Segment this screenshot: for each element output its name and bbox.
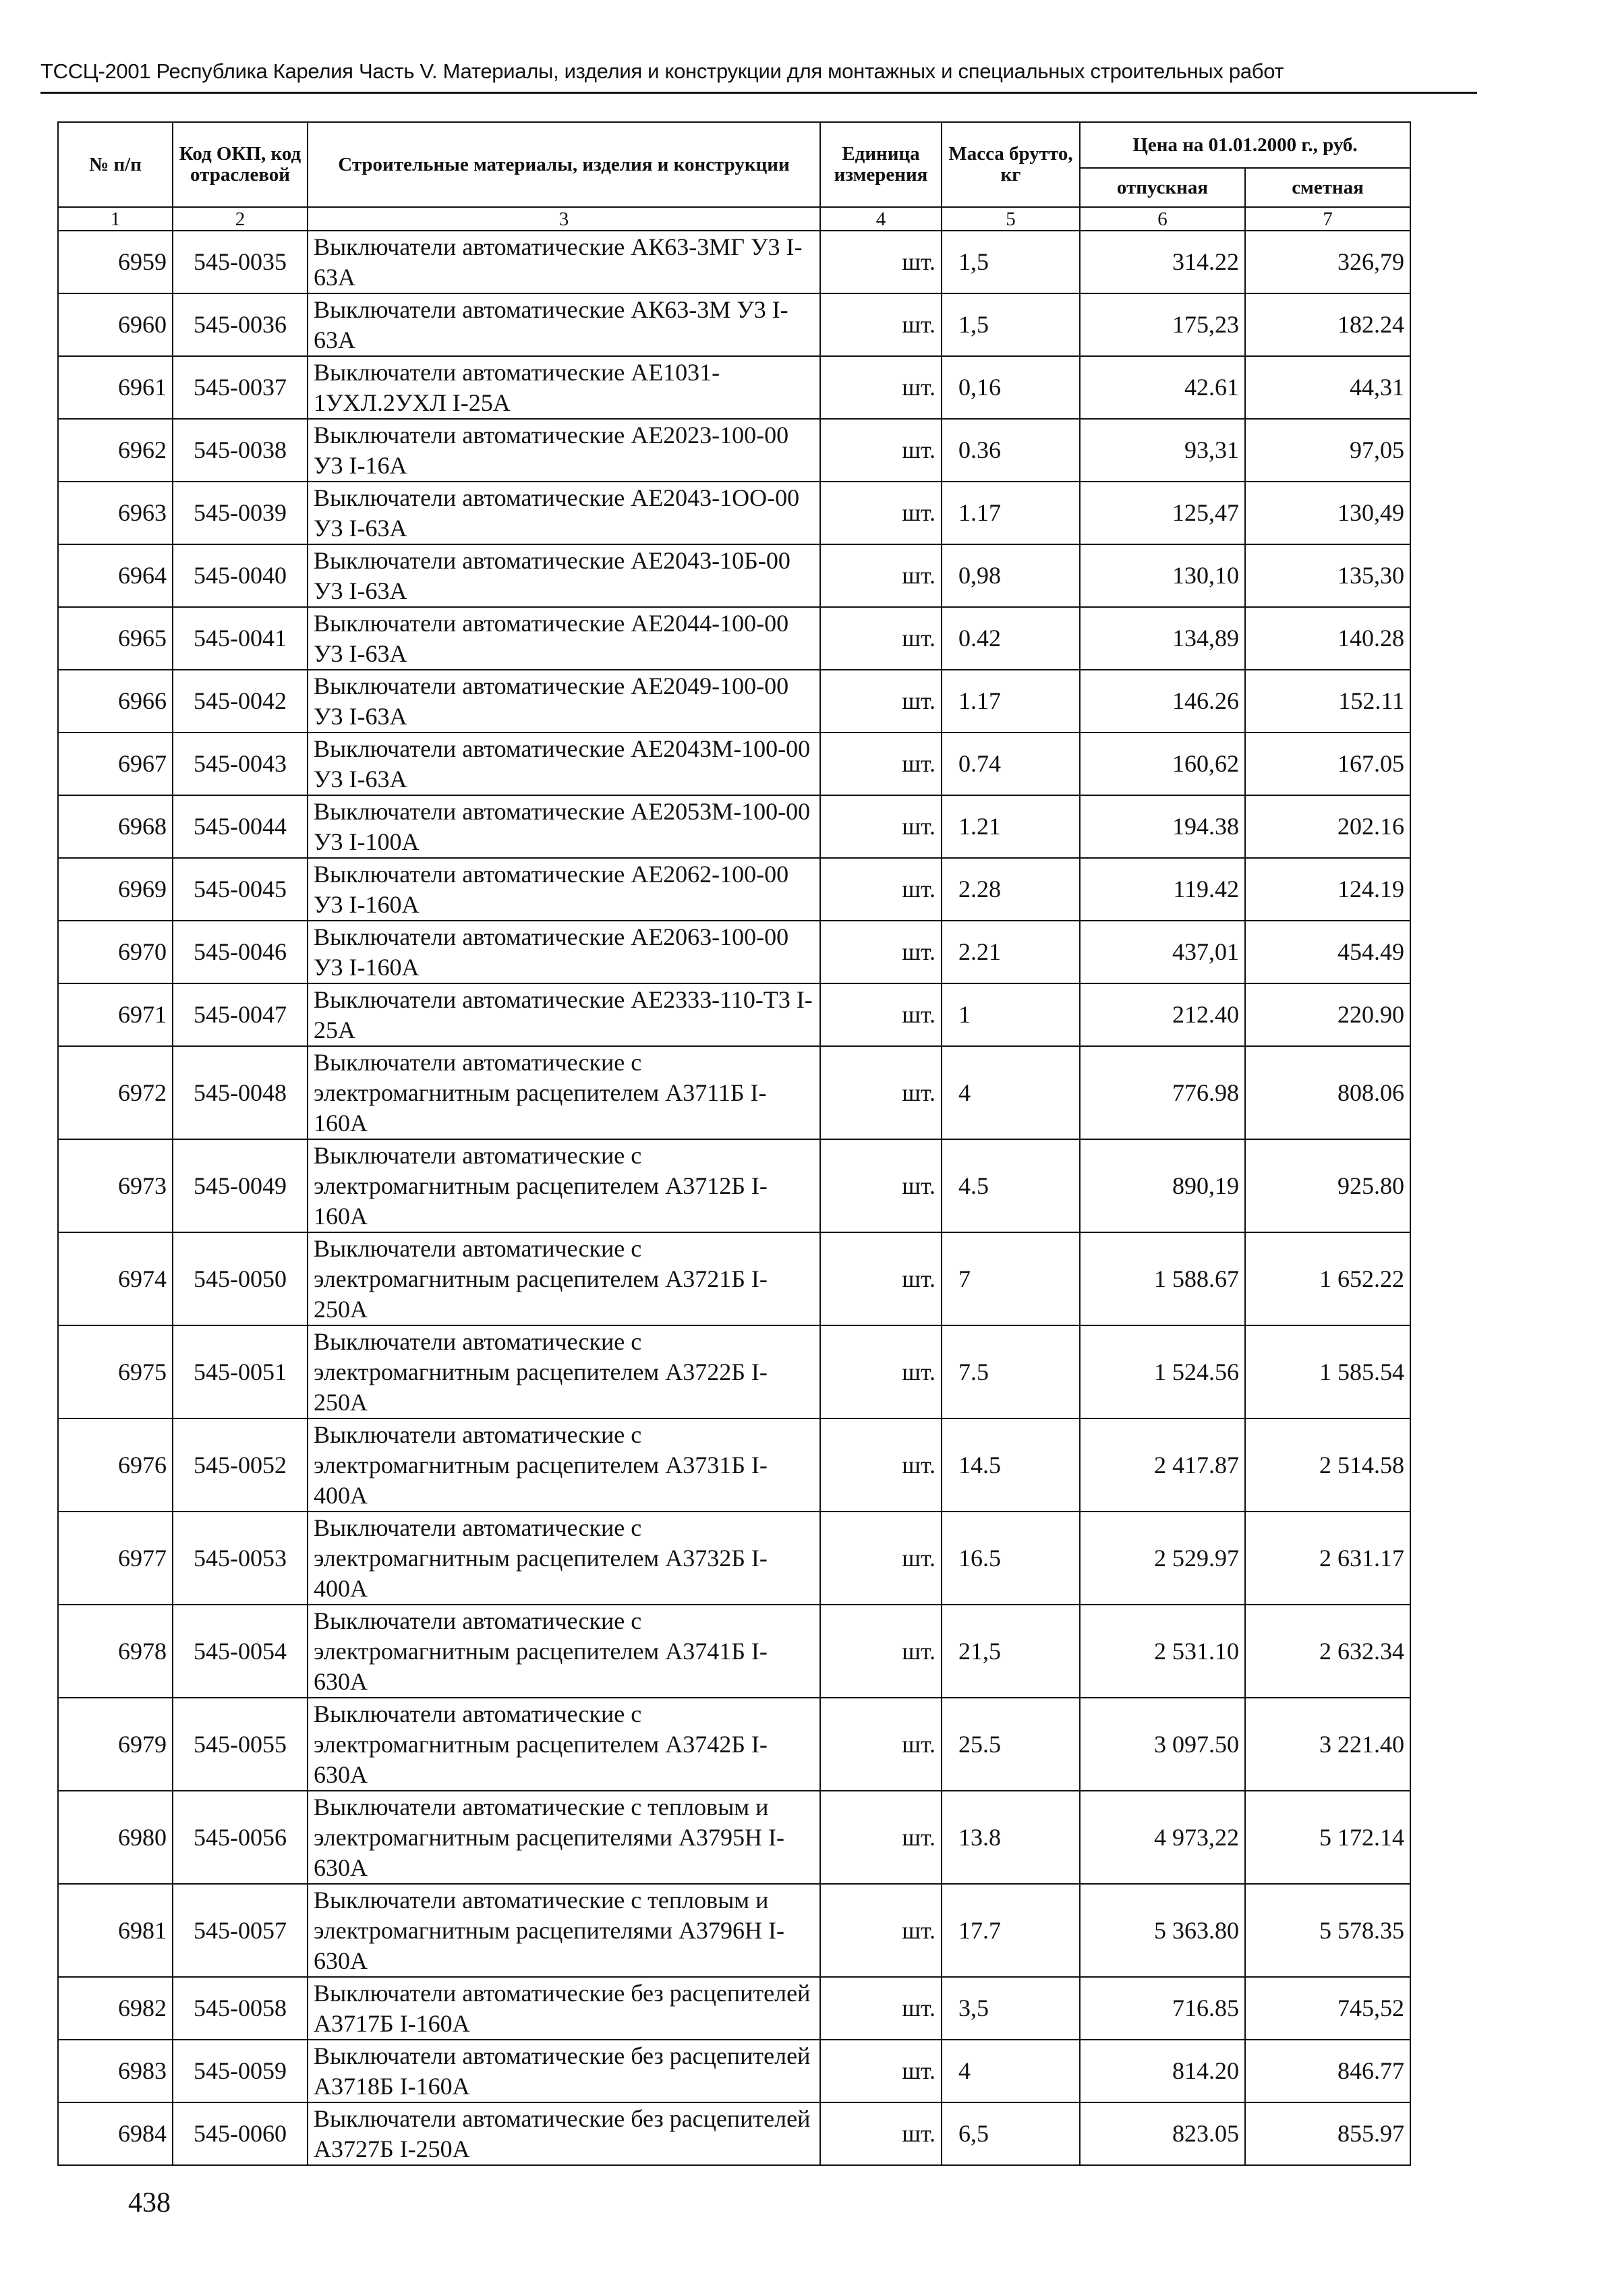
- table-row: [58, 733, 1410, 795]
- row-price-estimate: 5 578.35: [1245, 1884, 1410, 1977]
- col-header-code: Код ОКП, код отраслевой: [173, 122, 308, 207]
- row-price-estimate: 167.05: [1245, 733, 1410, 795]
- row-price-estimate: 44,31: [1245, 356, 1410, 419]
- row-code: 545-0037: [173, 356, 308, 419]
- row-name: Выключатели автоматические без расцепителей А3718Б I-160А: [308, 2040, 820, 2102]
- row-code: 545-0048: [173, 1046, 308, 1139]
- row-price-release: 1 588.67: [1080, 1232, 1245, 1325]
- row-mass: 0,98: [942, 544, 1080, 607]
- row-unit: шт.: [820, 670, 942, 733]
- table-body: [58, 207, 1410, 2165]
- table-row: [58, 356, 1410, 419]
- row-code: 545-0040: [173, 544, 308, 607]
- row-price-estimate: 124.19: [1245, 858, 1410, 921]
- row-mass: 7.5: [942, 1325, 1080, 1418]
- row-mass: 1: [942, 983, 1080, 1046]
- row-name: Выключатели автоматические с электромагнитным расцепителем А3721Б I-250А: [308, 1232, 820, 1325]
- row-number: 6984: [58, 2102, 173, 2165]
- table-row: [58, 482, 1410, 544]
- row-price-release: 125,47: [1080, 482, 1245, 544]
- row-mass: 25.5: [942, 1698, 1080, 1791]
- row-price-release: 716.85: [1080, 1977, 1245, 2040]
- row-code: 545-0054: [173, 1605, 308, 1698]
- row-name: Выключатели автоматические АЕ2049-100-00 У3 I-63А: [308, 670, 820, 733]
- column-number-row: [58, 207, 1410, 231]
- row-code: 545-0044: [173, 795, 308, 858]
- row-code: 545-0052: [173, 1418, 308, 1512]
- row-name: Выключатели автоматические АК63-3МГ У3 I-63А: [308, 231, 820, 293]
- row-name: Выключатели автоматические с электромагнитным расцепителем А3742Б I-630А: [308, 1698, 820, 1791]
- row-mass: 3,5: [942, 1977, 1080, 2040]
- row-mass: 2.21: [942, 921, 1080, 983]
- row-price-estimate: 3 221.40: [1245, 1698, 1410, 1791]
- row-unit: шт.: [820, 1884, 942, 1977]
- row-price-release: 2 531.10: [1080, 1605, 1245, 1698]
- row-unit: шт.: [820, 482, 942, 544]
- row-mass: 6,5: [942, 2102, 1080, 2165]
- row-unit: шт.: [820, 1512, 942, 1605]
- row-unit: шт.: [820, 795, 942, 858]
- row-number: 6967: [58, 733, 173, 795]
- row-unit: шт.: [820, 921, 942, 983]
- price-table: [57, 121, 1411, 2166]
- row-mass: 1.17: [942, 670, 1080, 733]
- table-row: [58, 670, 1410, 733]
- row-price-estimate: 182.24: [1245, 293, 1410, 356]
- row-number: 6960: [58, 293, 173, 356]
- row-price-release: 194.38: [1080, 795, 1245, 858]
- row-price-release: 175,23: [1080, 293, 1245, 356]
- row-mass: 14.5: [942, 1418, 1080, 1512]
- column-number: 3: [308, 207, 820, 231]
- row-name: Выключатели автоматические АЕ2043М-100-00 У3 I-63А: [308, 733, 820, 795]
- row-name: Выключатели автоматические без расцепителей А3727Б I-250А: [308, 2102, 820, 2165]
- row-price-estimate: 140.28: [1245, 607, 1410, 670]
- row-number: 6969: [58, 858, 173, 921]
- table-row: [58, 293, 1410, 356]
- col-header-price-group: Цена на 01.01.2000 г., руб.: [1080, 122, 1410, 168]
- row-code: 545-0050: [173, 1232, 308, 1325]
- row-price-estimate: 808.06: [1245, 1046, 1410, 1139]
- table-row: [58, 921, 1410, 983]
- row-price-release: 160,62: [1080, 733, 1245, 795]
- row-code: 545-0055: [173, 1698, 308, 1791]
- table-row: [58, 607, 1410, 670]
- col-header-name: Строительные материалы, изделия и конструкции: [308, 122, 820, 207]
- page-header: ТССЦ-2001 Республика Карелия Часть V. Материалы, изделия и конструкции для монтажных и специальных строительных работ: [40, 59, 1284, 83]
- row-code: 545-0049: [173, 1139, 308, 1232]
- col-header-unit: Единица измерения: [820, 122, 942, 207]
- row-unit: шт.: [820, 1139, 942, 1232]
- row-unit: шт.: [820, 1046, 942, 1139]
- row-mass: 16.5: [942, 1512, 1080, 1605]
- row-number: 6966: [58, 670, 173, 733]
- row-price-estimate: 5 172.14: [1245, 1791, 1410, 1884]
- row-unit: шт.: [820, 293, 942, 356]
- row-price-release: 890,19: [1080, 1139, 1245, 1232]
- row-mass: 4: [942, 2040, 1080, 2102]
- row-price-estimate: 135,30: [1245, 544, 1410, 607]
- row-price-release: 437,01: [1080, 921, 1245, 983]
- row-number: 6978: [58, 1605, 173, 1698]
- table-row: [58, 1791, 1410, 1884]
- column-number: 6: [1080, 207, 1245, 231]
- row-unit: шт.: [820, 858, 942, 921]
- row-name: Выключатели автоматические с электромагнитным расцепителем А3712Б I-160А: [308, 1139, 820, 1232]
- row-price-release: 814.20: [1080, 2040, 1245, 2102]
- row-unit: шт.: [820, 2040, 942, 2102]
- table-row: [58, 1698, 1410, 1791]
- table-row: [58, 795, 1410, 858]
- column-number: 4: [820, 207, 942, 231]
- row-code: 545-0046: [173, 921, 308, 983]
- row-mass: 1.21: [942, 795, 1080, 858]
- row-name: Выключатели автоматические с электромагнитным расцепителем А3732Б I-400А: [308, 1512, 820, 1605]
- row-name: Выключатели автоматические с электромагнитным расцепителем А3711Б I-160А: [308, 1046, 820, 1139]
- row-unit: шт.: [820, 733, 942, 795]
- row-price-release: 5 363.80: [1080, 1884, 1245, 1977]
- row-unit: шт.: [820, 607, 942, 670]
- column-number: 1: [58, 207, 173, 231]
- row-number: 6975: [58, 1325, 173, 1418]
- row-price-estimate: 1 585.54: [1245, 1325, 1410, 1418]
- row-name: Выключатели автоматические с тепловым и электромагнитным расцепителями А3795Н I-630А: [308, 1791, 820, 1884]
- header-rule: [40, 92, 1477, 94]
- row-unit: шт.: [820, 231, 942, 293]
- row-price-release: 2 529.97: [1080, 1512, 1245, 1605]
- row-number: 6982: [58, 1977, 173, 2040]
- row-mass: 13.8: [942, 1791, 1080, 1884]
- row-price-release: 823.05: [1080, 2102, 1245, 2165]
- table-row: [58, 1046, 1410, 1139]
- row-code: 545-0059: [173, 2040, 308, 2102]
- row-price-estimate: 97,05: [1245, 419, 1410, 482]
- row-code: 545-0042: [173, 670, 308, 733]
- row-number: 6976: [58, 1418, 173, 1512]
- row-price-release: 119.42: [1080, 858, 1245, 921]
- row-price-release: 1 524.56: [1080, 1325, 1245, 1418]
- row-code: 545-0041: [173, 607, 308, 670]
- row-unit: шт.: [820, 1791, 942, 1884]
- row-unit: шт.: [820, 356, 942, 419]
- row-price-release: 146.26: [1080, 670, 1245, 733]
- table-row: [58, 1232, 1410, 1325]
- row-name: Выключатели автоматические с электромагнитным расцепителем А3731Б I-400А: [308, 1418, 820, 1512]
- table-row: [58, 2102, 1410, 2165]
- row-price-release: 314.22: [1080, 231, 1245, 293]
- row-mass: 0.42: [942, 607, 1080, 670]
- row-price-estimate: 202.16: [1245, 795, 1410, 858]
- row-code: 545-0057: [173, 1884, 308, 1977]
- row-unit: шт.: [820, 1232, 942, 1325]
- table-row: [58, 419, 1410, 482]
- row-mass: 0.36: [942, 419, 1080, 482]
- row-mass: 4.5: [942, 1139, 1080, 1232]
- row-price-estimate: 220.90: [1245, 983, 1410, 1046]
- row-name: Выключатели автоматические АЕ1031-1УХЛ.2УХЛ I-25А: [308, 356, 820, 419]
- row-code: 545-0038: [173, 419, 308, 482]
- table-row: [58, 858, 1410, 921]
- row-unit: шт.: [820, 1977, 942, 2040]
- col-header-price-estimate: сметная: [1245, 168, 1410, 207]
- row-price-estimate: 2 632.34: [1245, 1605, 1410, 1698]
- row-price-release: 776.98: [1080, 1046, 1245, 1139]
- row-unit: шт.: [820, 1325, 942, 1418]
- row-mass: 0.74: [942, 733, 1080, 795]
- row-price-estimate: 846.77: [1245, 2040, 1410, 2102]
- row-number: 6964: [58, 544, 173, 607]
- row-code: 545-0039: [173, 482, 308, 544]
- row-unit: шт.: [820, 1418, 942, 1512]
- row-name: Выключатели автоматические АЕ2044-100-00 У3 I-63А: [308, 607, 820, 670]
- row-price-estimate: 152.11: [1245, 670, 1410, 733]
- row-code: 545-0056: [173, 1791, 308, 1884]
- row-mass: 2.28: [942, 858, 1080, 921]
- table-row: [58, 1418, 1410, 1512]
- col-header-mass: Масса брутто, кг: [942, 122, 1080, 207]
- row-number: 6959: [58, 231, 173, 293]
- column-number: 7: [1245, 207, 1410, 231]
- row-price-release: 212.40: [1080, 983, 1245, 1046]
- row-code: 545-0035: [173, 231, 308, 293]
- row-name: Выключатели автоматические АЕ2023-100-00 У3 I-16А: [308, 419, 820, 482]
- row-price-estimate: 2 514.58: [1245, 1418, 1410, 1512]
- table-row: [58, 1139, 1410, 1232]
- table-row: [58, 1977, 1410, 2040]
- row-number: 6968: [58, 795, 173, 858]
- row-code: 545-0036: [173, 293, 308, 356]
- table-row: [58, 2040, 1410, 2102]
- row-number: 6970: [58, 921, 173, 983]
- row-number: 6983: [58, 2040, 173, 2102]
- row-number: 6961: [58, 356, 173, 419]
- row-unit: шт.: [820, 983, 942, 1046]
- row-mass: 7: [942, 1232, 1080, 1325]
- table-row: [58, 1605, 1410, 1698]
- row-number: 6981: [58, 1884, 173, 1977]
- row-price-estimate: 1 652.22: [1245, 1232, 1410, 1325]
- row-number: 6974: [58, 1232, 173, 1325]
- row-name: Выключатели автоматические с электромагнитным расцепителем А3722Б I-250А: [308, 1325, 820, 1418]
- row-name: Выключатели автоматические с электромагнитным расцепителем А3741Б I-630А: [308, 1605, 820, 1698]
- row-name: Выключатели автоматические АЕ2043-1ОО-00 У3 I-63А: [308, 482, 820, 544]
- column-number: 5: [942, 207, 1080, 231]
- row-unit: шт.: [820, 1698, 942, 1791]
- row-number: 6972: [58, 1046, 173, 1139]
- row-unit: шт.: [820, 419, 942, 482]
- row-number: 6980: [58, 1791, 173, 1884]
- row-price-release: 4 973,22: [1080, 1791, 1245, 1884]
- row-number: 6962: [58, 419, 173, 482]
- row-code: 545-0060: [173, 2102, 308, 2165]
- row-name: Выключатели автоматические с тепловым и электромагнитным расцепителями А3796Н I-630А: [308, 1884, 820, 1977]
- row-name: Выключатели автоматические АЕ2333-110-Т3 I-25А: [308, 983, 820, 1046]
- row-price-estimate: 130,49: [1245, 482, 1410, 544]
- row-number: 6973: [58, 1139, 173, 1232]
- row-unit: шт.: [820, 2102, 942, 2165]
- row-mass: 1,5: [942, 293, 1080, 356]
- row-price-release: 130,10: [1080, 544, 1245, 607]
- row-number: 6965: [58, 607, 173, 670]
- row-name: Выключатели автоматические АК63-3М У3 I-63А: [308, 293, 820, 356]
- row-name: Выключатели автоматические АЕ2053М-100-00 У3 I-100А: [308, 795, 820, 858]
- row-price-estimate: 454.49: [1245, 921, 1410, 983]
- row-mass: 1,5: [942, 231, 1080, 293]
- table-row: [58, 1512, 1410, 1605]
- row-price-release: 3 097.50: [1080, 1698, 1245, 1791]
- row-price-release: 42.61: [1080, 356, 1245, 419]
- row-number: 6977: [58, 1512, 173, 1605]
- column-number: 2: [173, 207, 308, 231]
- col-header-price-release: отпускная: [1080, 168, 1245, 207]
- row-code: 545-0053: [173, 1512, 308, 1605]
- row-price-release: 2 417.87: [1080, 1418, 1245, 1512]
- row-number: 6971: [58, 983, 173, 1046]
- row-price-estimate: 2 631.17: [1245, 1512, 1410, 1605]
- row-mass: 0,16: [942, 356, 1080, 419]
- row-name: Выключатели автоматические АЕ2062-100-00 У3 I-160А: [308, 858, 820, 921]
- row-code: 545-0043: [173, 733, 308, 795]
- row-code: 545-0051: [173, 1325, 308, 1418]
- row-name: Выключатели автоматические АЕ2063-100-00 У3 I-160А: [308, 921, 820, 983]
- row-mass: 17.7: [942, 1884, 1080, 1977]
- row-price-estimate: 925.80: [1245, 1139, 1410, 1232]
- table-row: [58, 983, 1410, 1046]
- row-mass: 1.17: [942, 482, 1080, 544]
- table-row: [58, 231, 1410, 293]
- row-unit: шт.: [820, 544, 942, 607]
- row-code: 545-0047: [173, 983, 308, 1046]
- row-mass: 4: [942, 1046, 1080, 1139]
- page-number: 438: [128, 2187, 171, 2218]
- row-price-estimate: 745,52: [1245, 1977, 1410, 2040]
- row-name: Выключатели автоматические без расцепителей А3717Б I-160А: [308, 1977, 820, 2040]
- table-row: [58, 1884, 1410, 1977]
- row-unit: шт.: [820, 1605, 942, 1698]
- row-mass: 21,5: [942, 1605, 1080, 1698]
- row-code: 545-0058: [173, 1977, 308, 2040]
- table-row: [58, 544, 1410, 607]
- row-price-estimate: 326,79: [1245, 231, 1410, 293]
- row-price-estimate: 855.97: [1245, 2102, 1410, 2165]
- table-row: [58, 1325, 1410, 1418]
- row-number: 6963: [58, 482, 173, 544]
- row-name: Выключатели автоматические АЕ2043-10Б-00 У3 I-63А: [308, 544, 820, 607]
- row-code: 545-0045: [173, 858, 308, 921]
- row-price-release: 93,31: [1080, 419, 1245, 482]
- row-number: 6979: [58, 1698, 173, 1791]
- row-price-release: 134,89: [1080, 607, 1245, 670]
- col-header-num: № п/п: [58, 122, 173, 207]
